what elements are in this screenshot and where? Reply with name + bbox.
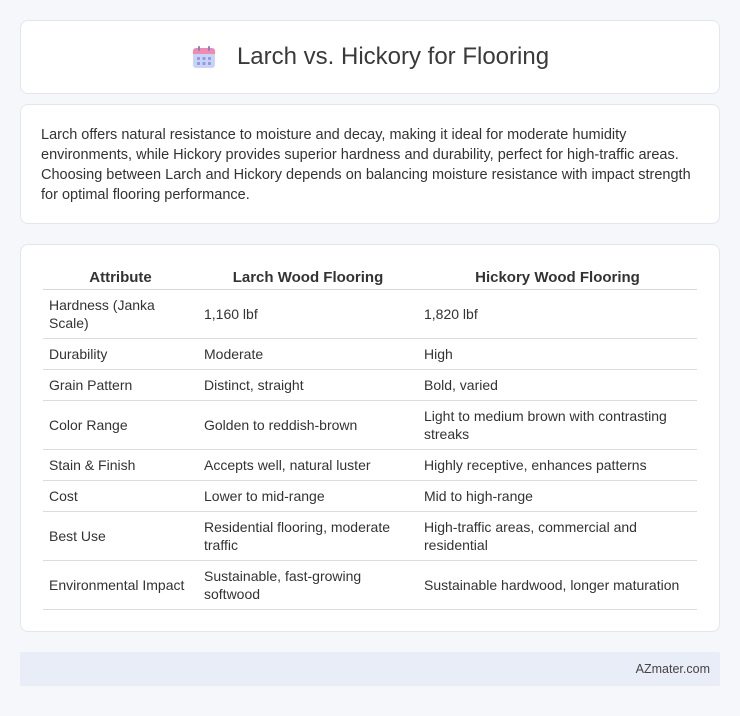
cell-attribute: Best Use: [43, 512, 198, 561]
footer-bar: [20, 652, 720, 686]
cell-attribute: Stain & Finish: [43, 450, 198, 481]
cell-hickory: Mid to high-range: [418, 481, 697, 512]
cell-attribute: Durability: [43, 339, 198, 370]
comparison-table: [43, 265, 697, 610]
cell-attribute: Hardness (Janka Scale): [43, 290, 198, 339]
cell-larch: Golden to reddish-brown: [198, 401, 418, 450]
cell-hickory: Highly receptive, enhances patterns: [418, 450, 697, 481]
table-row: [43, 561, 697, 610]
cell-larch: Sustainable, fast-growing softwood: [198, 561, 418, 610]
header-attribute: Attribute: [43, 265, 198, 290]
comparison-table-card: [20, 244, 720, 632]
table-row: [43, 339, 697, 370]
title-wrap: [191, 43, 549, 71]
table-row: [43, 450, 697, 481]
title-card: [20, 20, 720, 94]
header-larch: Larch Wood Flooring: [198, 265, 418, 290]
cell-larch: Accepts well, natural luster: [198, 450, 418, 481]
cell-hickory: High-traffic areas, commercial and residential: [418, 512, 697, 561]
table-header-row: [43, 265, 697, 290]
table-row: [43, 370, 697, 401]
cell-larch: Distinct, straight: [198, 370, 418, 401]
cell-attribute: Grain Pattern: [43, 370, 198, 401]
cell-larch: 1,160 lbf: [198, 290, 418, 339]
cell-larch: Residential flooring, moderate traffic: [198, 512, 418, 561]
cell-attribute: Color Range: [43, 401, 198, 450]
summary-card: [20, 104, 720, 224]
header-hickory: Hickory Wood Flooring: [418, 265, 697, 290]
cell-larch: Moderate: [198, 339, 418, 370]
cell-attribute: Environmental Impact: [43, 561, 198, 610]
table-row: [43, 481, 697, 512]
cell-larch: Lower to mid-range: [198, 481, 418, 512]
cell-hickory: 1,820 lbf: [418, 290, 697, 339]
cell-attribute: Cost: [43, 481, 198, 512]
footer-credit: AZmater.com: [635, 662, 710, 676]
calendar-icon: [191, 44, 217, 70]
table-row: [43, 401, 697, 450]
cell-hickory: Bold, varied: [418, 370, 697, 401]
cell-hickory: Sustainable hardwood, longer maturation: [418, 561, 697, 610]
cell-hickory: High: [418, 339, 697, 370]
table-row: [43, 290, 697, 339]
summary-text: Larch offers natural resistance to moisture and decay, making it ideal for moderate humidity environments, while Hickory provides superior hardness and durability, perfect for high-traffic areas. Choosing between Larch and Hickory depends on balancing moisture resistance with impact strength for optimal flooring performance.: [41, 127, 691, 203]
table-row: [43, 512, 697, 561]
page-title: Larch vs. Hickory for Flooring: [236, 43, 550, 70]
cell-hickory: Light to medium brown with contrasting streaks: [418, 401, 697, 450]
